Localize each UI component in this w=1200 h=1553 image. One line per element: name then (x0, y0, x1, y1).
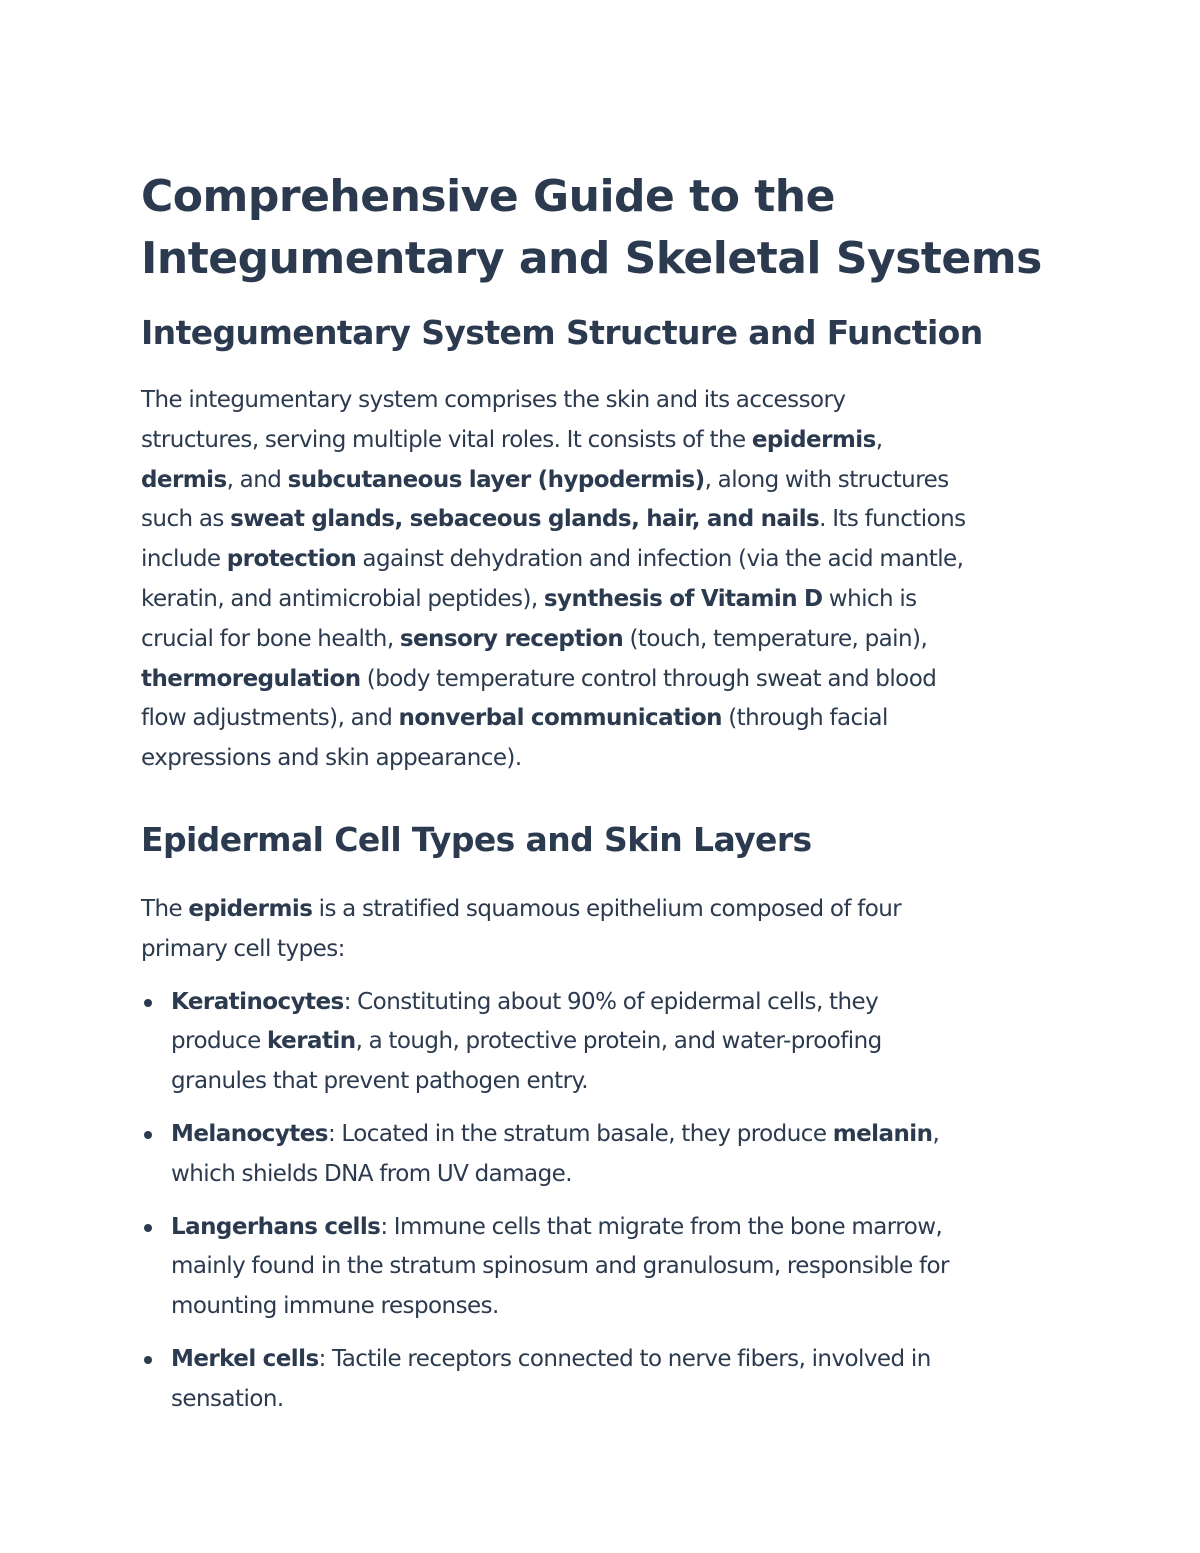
text-run: , a tough, protective protein, and water-proofing (355, 1028, 882, 1055)
bold-term: dermis (141, 466, 227, 493)
bullet-icon (144, 999, 152, 1007)
text-run: The integumentary system comprises the skin and its accessory (141, 387, 846, 413)
text-line (141, 699, 1061, 739)
text-line (141, 540, 1061, 580)
bold-term: Langerhans cells (171, 1213, 381, 1240)
text-line (141, 461, 1061, 501)
text-line (171, 1380, 1061, 1420)
paragraph-integumentary-overview (141, 381, 1061, 779)
text-run: crucial for bone health, (141, 625, 400, 652)
text-run: , (932, 1120, 940, 1147)
bullet-icon (144, 1131, 152, 1139)
text-run: (touch, temperature, pain), (623, 625, 928, 652)
list-item (141, 983, 1061, 1102)
bold-term: epidermis (188, 895, 313, 922)
text-run: : Located in the stratum basale, they produce (327, 1120, 833, 1147)
text-line (141, 500, 1061, 540)
text-run: sensation. (171, 1385, 284, 1412)
text-run: structures, serving multiple vital roles. It consists of the (141, 426, 752, 453)
text-line (171, 1340, 1061, 1380)
bold-term: synthesis of Vitamin D (543, 585, 823, 612)
text-run: , and (226, 466, 288, 493)
text-line (141, 381, 1061, 421)
bullet-icon (144, 1356, 152, 1364)
section-heading-integumentary: Integumentary System Structure and Function (141, 313, 983, 352)
text-line (171, 1208, 1061, 1248)
text-run: such as (141, 506, 231, 533)
text-run: : Immune cells that migrate from the bone marrow, (380, 1213, 943, 1240)
text-line (141, 620, 1061, 660)
text-line (141, 739, 1061, 779)
list-item (141, 1208, 1061, 1327)
text-line (141, 890, 1061, 930)
text-run: which shields DNA from UV damage. (171, 1160, 572, 1187)
text-run: produce (171, 1028, 268, 1055)
page-title (141, 166, 1061, 290)
list-item (141, 1340, 1061, 1420)
paragraph-epidermis-intro (141, 890, 1061, 970)
text-run: expressions and skin appearance). (141, 745, 522, 772)
text-run: , (875, 426, 883, 453)
text-line (171, 1062, 1061, 1102)
text-run: , along with structures (704, 466, 949, 493)
text-run: : Tactile receptors connected to nerve fibers, involved in (318, 1345, 931, 1372)
text-line (171, 1287, 1061, 1327)
text-run: (body temperature control through sweat and blood (360, 665, 937, 692)
text-run: against dehydration and infection (via the acid mantle, (356, 546, 964, 573)
text-run: granules that prevent pathogen entry. (171, 1068, 589, 1095)
bold-term: Merkel cells (171, 1345, 319, 1372)
bullet-icon (144, 1224, 152, 1232)
bold-term: melanin (832, 1120, 933, 1147)
text-line (171, 983, 1061, 1023)
text-line (171, 1247, 1061, 1287)
text-run: (through facial (721, 705, 888, 732)
text-run: primary cell types: (141, 935, 345, 962)
bold-term: protection (226, 546, 357, 573)
bold-term: Melanocytes (171, 1120, 328, 1147)
page-title-line: Comprehensive Guide to the (141, 171, 835, 222)
text-run: . Its functions (819, 506, 966, 533)
text-run: flow adjustments), and (141, 705, 399, 732)
cell-type-list (141, 983, 1061, 1420)
text-line (171, 1022, 1061, 1062)
bold-term: nonverbal communication (398, 705, 722, 732)
bold-term: sensory reception (399, 625, 624, 652)
text-line (141, 580, 1061, 620)
bold-term: thermoregulation (141, 665, 361, 692)
text-line (171, 1115, 1061, 1155)
bold-term: epidermis (751, 426, 876, 453)
text-run: keratin, and antimicrobial peptides), (141, 585, 544, 612)
text-run: mounting immune responses. (171, 1293, 499, 1320)
text-run: : Constituting about 90% of epidermal cells, they (343, 988, 879, 1015)
bold-term: sweat glands, sebaceous glands, hair, and nails (230, 506, 820, 533)
text-line (141, 660, 1061, 700)
text-run: The (141, 895, 189, 922)
text-line (171, 1155, 1061, 1195)
text-run: include (141, 546, 227, 573)
text-run: mainly found in the stratum spinosum and granulosum, responsible for (171, 1253, 949, 1280)
document-page (141, 166, 1061, 1433)
section-heading-epidermal-cells: Epidermal Cell Types and Skin Layers (141, 819, 812, 859)
list-item (141, 1115, 1061, 1195)
text-run: which is (822, 585, 917, 612)
text-line (141, 421, 1061, 461)
page-title-line: Integumentary and Skeletal Systems (141, 233, 1042, 284)
bold-term: keratin (267, 1028, 356, 1055)
bold-term: Keratinocytes (171, 988, 344, 1015)
bold-term: subcutaneous layer (hypodermis) (287, 466, 705, 493)
text-line (141, 930, 1061, 970)
text-run: is a stratified squamous epithelium composed of four (312, 895, 902, 922)
